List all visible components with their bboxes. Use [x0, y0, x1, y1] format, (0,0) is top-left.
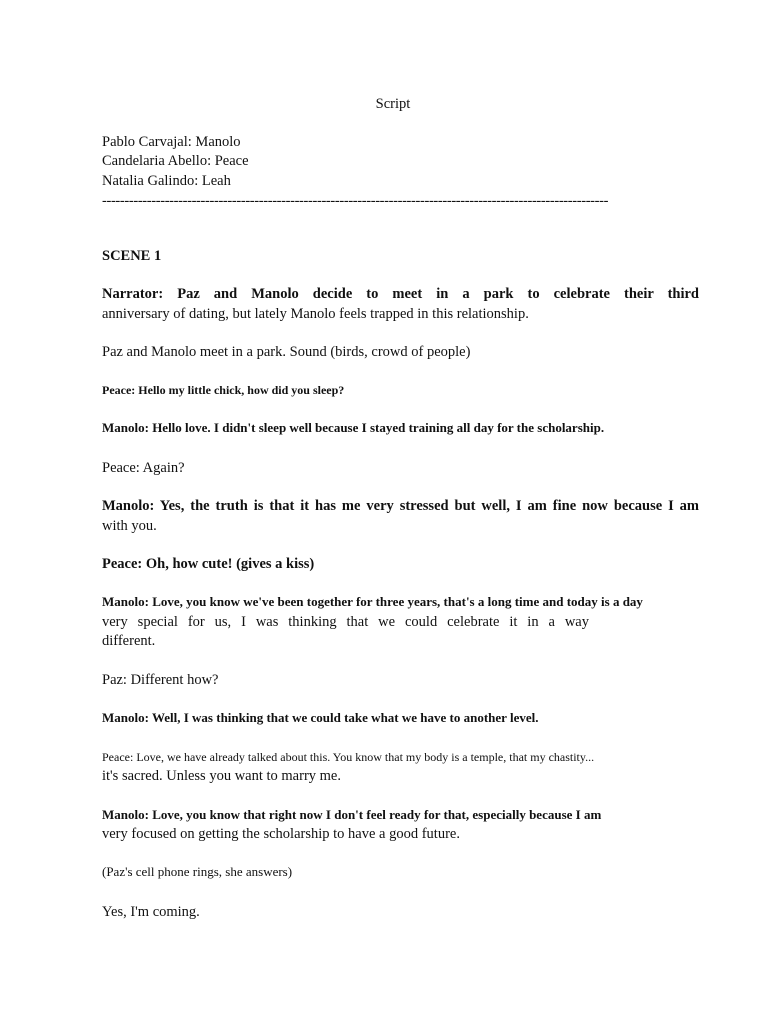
manolo-dialogue-5-line-2: very focused on getting the scholarship to have a good future.	[102, 826, 460, 842]
cast-line-peace: Candelaria Abello: Peace	[102, 153, 249, 169]
manolo-dialogue-2-line-1: Manolo: Yes, the truth is that it has me very stressed but well, I am fine now because I am	[102, 498, 699, 514]
peace-dialogue-4-line-2: it's sacred. Unless you want to marry me.	[102, 768, 341, 784]
manolo-dialogue-1: Manolo: Hello love. I didn't sleep well because I stayed training all day for the scholarship.	[102, 420, 605, 435]
stage-direction-2: (Paz's cell phone rings, she answers)	[102, 864, 293, 879]
peace-dialogue-2: Peace: Again?	[102, 460, 185, 476]
manolo-dialogue-2-line-2: with you.	[102, 518, 157, 534]
manolo-dialogue-3-line-2: very special for us, I was thinking that we could celebrate it in a way	[102, 614, 589, 630]
manolo-dialogue-3-line-3: different.	[102, 633, 156, 649]
cast-line-leah: Natalia Galindo: Leah	[102, 173, 231, 189]
narrator-line-2: anniversary of dating, but lately Manolo feels trapped in this relationship.	[102, 306, 529, 322]
reply-line-1: Yes, I'm coming.	[102, 904, 200, 920]
separator-line: -----------------------------------------------------------------------------------------------------------------	[102, 193, 609, 209]
manolo-dialogue-3-line-1: Manolo: Love, you know we've been together for three years, that's a long time and today is a day	[102, 594, 643, 609]
scene-heading: SCENE 1	[102, 248, 162, 264]
peace-dialogue-4-line-1: Peace: Love, we have already talked about this. You know that my body is a temple, that my chastity...	[102, 750, 595, 764]
narrator-line-1: Narrator: Paz and Manolo decide to meet in a park to celebrate their third	[102, 286, 699, 302]
manolo-dialogue-5-line-1: Manolo: Love, you know that right now I don't feel ready for that, especially because I am	[102, 807, 602, 822]
stage-direction-1: Paz and Manolo meet in a park. Sound (birds, crowd of people)	[102, 344, 471, 360]
cast-line-manolo: Pablo Carvajal: Manolo	[102, 134, 241, 150]
document-title: Script	[375, 96, 411, 112]
paz-dialogue-1: Paz: Different how?	[102, 672, 219, 688]
peace-dialogue-1: Peace: Hello my little chick, how did you sleep?	[102, 383, 345, 397]
peace-dialogue-3: Peace: Oh, how cute! (gives a kiss)	[102, 556, 315, 572]
manolo-dialogue-4: Manolo: Well, I was thinking that we could take what we have to another level.	[102, 710, 539, 725]
